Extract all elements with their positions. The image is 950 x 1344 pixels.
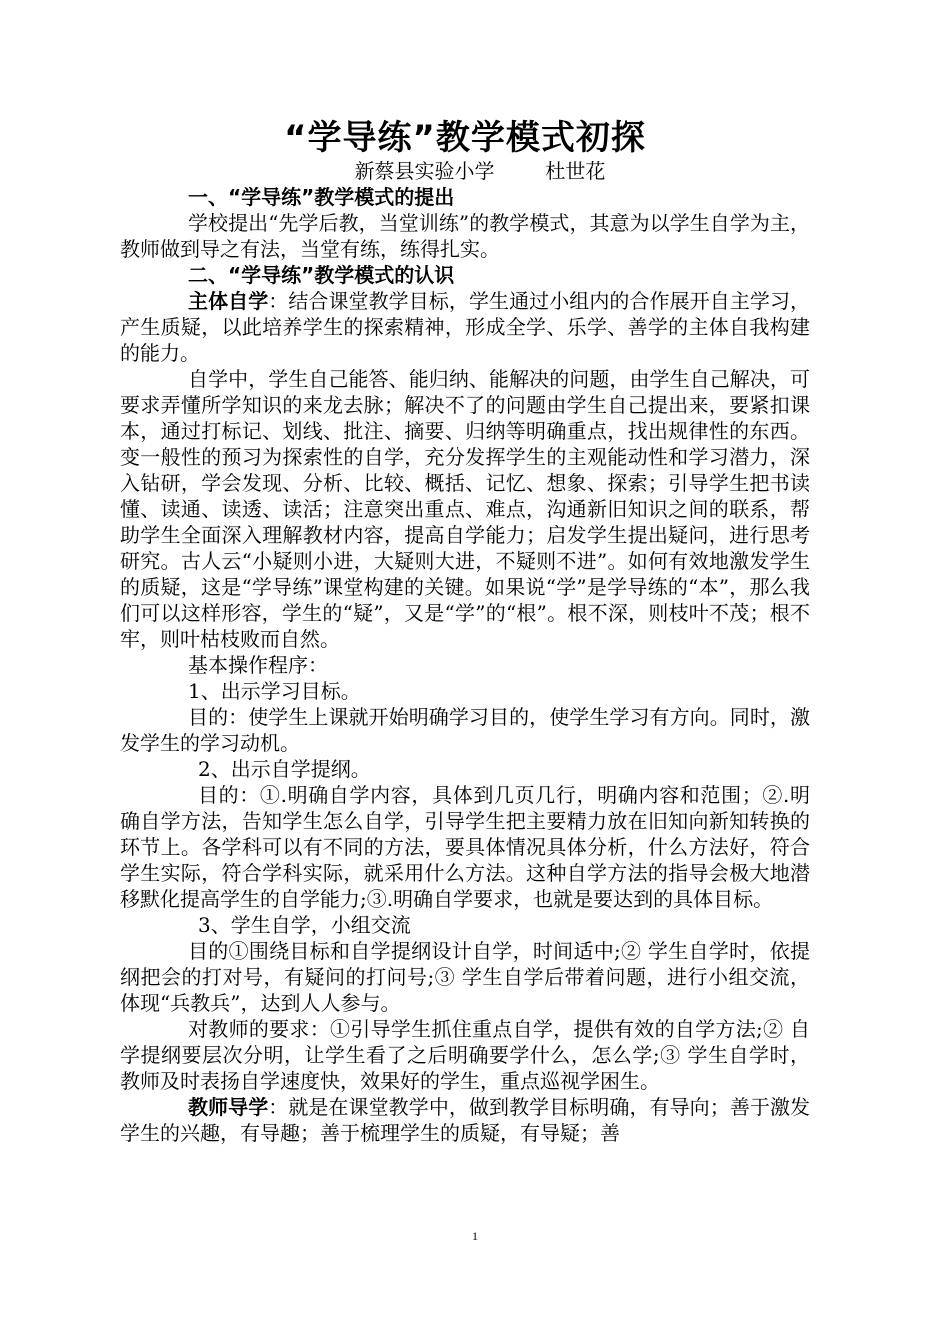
document-title: “学导练”教学模式初探 <box>284 118 646 158</box>
jiaoshi-paragraph <box>120 1094 810 1146</box>
section-1-paragraph: 学校提出“先学后教，当堂训练”的教学模式，其意为以学生自学为主，教师做到导之有法，当堂有练，练得扎实。 <box>120 211 810 261</box>
jiaoshi-text: ：就是在课堂教学中，做到教学目标明确，有导向；善于激发学生的兴趣，有导趣；善于梳理学生的质疑，有导疑；善 <box>120 1095 811 1145</box>
document-page <box>120 118 810 1146</box>
step-3-goal: 目的①围绕目标和自学提纲设计自学，时间适中;② 学生自学时，依提纲把会的打对号，有疑问的打问号;③ 学生自学后带着问题，进行小组交流，体现“兵教兵”，达到人人参与。 <box>120 939 810 1015</box>
teacher-requirements: 对教师的要求：①引导学生抓住重点自学，提供有效的自学方法;② 自学提纲要层次分明，让学生看了之后明确要学什么，怎么学;③ 学生自学时，教师及时表扬自学速度快，效果好的学生，重点巡视学困生。 <box>120 1017 810 1093</box>
zhuti-text: ：结合课堂教学目标，学生通过小组内的合作展开自主学习，产生质疑，以此培养学生的探索精神，形成全学、乐学、善学的主体自我构建的能力。 <box>120 289 811 365</box>
step-1: 1、出示学习目标。 <box>188 679 361 703</box>
section-2-heading: 二、“学导练”教学模式的认识 <box>188 263 455 287</box>
jiaoshi-label: 教师导学 <box>188 1095 269 1119</box>
zhuti-label: 主体自学 <box>188 289 269 313</box>
step-2-goal: 目的：①.明确自学内容，具体到几页几行，明确内容和范围；②.明确自学方法，告知学生怎么自学，引导学生把主要精力放在旧知向新知转换的环节上。各学科可以有不同的方法，要具体情况具体分析，什么方法好，符合学生实际，符合学科实际，就采用什么方法。这种自学方法的指导会极大地潜移默化提高学生的自学能力;③.明确自学要求，也就是要达到的具体目标。 <box>120 783 810 911</box>
step-2: 2、出示自学提纲。 <box>198 757 371 781</box>
zhuti-paragraph <box>120 288 810 366</box>
procedure-heading: 基本操作程序： <box>188 653 328 677</box>
step-1-goal: 目的：使学生上课就开始明确学习目的，使学生学习有方向。同时，激发学生的学习动机。 <box>120 705 810 755</box>
page-number: 1 <box>472 1229 478 1243</box>
section-1-heading: 一、“学导练”教学模式的提出 <box>188 185 455 209</box>
zixue-paragraph: 自学中，学生自己能答、能归纳、能解决的问题，由学生自己解决，可要求弄懂所学知识的来龙去脉；解决不了的问题由学生自己提出来，要紧扣课本，通过打标记、划线、批注、摘要、归纳等明确重点，找出规律性的东西。变一般性的预习为探索性的自学，充分发挥学生的主观能动性和学习潜力，深入钻研，学会发现、分析、比较、概括、记忆、想象、探索；引导学生把书读懂、读通、读透、读活；注意突出重点、难点，沟通新旧知识之间的联系，帮助学生全面深入理解教材内容，提高自学能力；启发学生提出疑问，进行思考研究。古人云“小疑则小进，大疑则大进，不疑则不进”。如何有效地激发学生的质疑，这是“学导练”课堂构建的关键。如果说“学”是学导练的“本”，那么我们可以这样形容，学生的“疑”，又是“学”的“根”。根不深，则枝叶不茂；根不牢，则叶枯枝败而自然。 <box>120 367 810 651</box>
author-line: 新蔡县实验小学 杜世花 <box>354 159 606 183</box>
step-3: 3、学生自学，小组交流 <box>198 913 411 937</box>
